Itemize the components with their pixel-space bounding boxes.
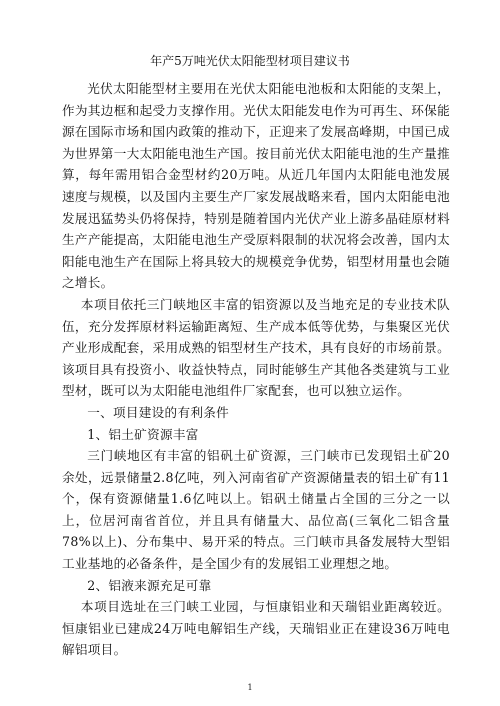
- subsection-heading-bauxite: 1、铝土矿资源丰富: [87, 426, 199, 442]
- paragraph-aluminum-supply: 本项目选址在三门峡工业园，与恒康铝业和天瑞铝业距离较近。恒康铝业已建成24万吨电解铝生产线，天瑞铝业正在建设36万吨电解铝项目。: [62, 599, 450, 658]
- page-number: 1: [247, 683, 253, 692]
- document-title: 年产5万吨光伏太阳能型材项目建议书: [150, 54, 350, 68]
- paragraph-intro: 光伏太阳能型材主要用在光伏太阳能电池板和太阳能的支架上，作为其边框和起受力支撑作用。光伏太阳能发电作为可再生、环保能源在国际市场和国内政策的推动下，正迎来了发展高峰期，中国已成为世界第一大太阳能电池生产国。按目前光伏太阳能电池的生产量推算，每年需用铝合金型材约20万吨。从近几年国内太阳能电池发展速度与规模，以及国内主要生产厂家发展战略来看，国内太阳能电池发展迅猛势头仍将保持，特别是随着国内光伏产业上游多晶硅原材料生产产能提高，太阳能电池生产受原料限制的状况将会改善，国内太阳能电池生产在国际上将具较大的规模竞争优势，铝型材用量也会随之增长。: [62, 81, 450, 291]
- subsection-heading-aluminum-supply: 2、铝液来源充足可靠: [87, 577, 212, 593]
- section-heading: 一、项目建设的有利条件: [87, 404, 230, 420]
- paragraph-project-overview: 本项目依托三门峡地区丰富的铝资源以及当地充足的专业技术队伍，充分发挥原材料运输距离短、生产成本低等优势，与集聚区光伏产业形成配套，采用成熟的铝型材生产技术，具有良好的市场前景。该项目具有投资小、收益快特点，同时能够生产其他各类建筑与工业型材，既可以为太阳能电池组件厂家配套，也可以独立运作。: [62, 296, 450, 399]
- document-body: [62, 78, 450, 661]
- paragraph-bauxite: 三门峡地区有丰富的铝矾土矿资源，三门峡市已发现铝土矿20余处，远景储量2.8亿吨，列入河南省矿产资源储量表的铝土矿有11个，保有资源储量1.6亿吨以上。铝矾土储量占全国的三分之一以上，位居河南省首位，并且具有储量大、品位高(三氧化二铝含量78%以上)、分布集中、易开采的特点。三门峡市具备发展特大型铝工业基地的必备条件，是全国少有的发展铝工业理想之地。: [62, 448, 450, 572]
